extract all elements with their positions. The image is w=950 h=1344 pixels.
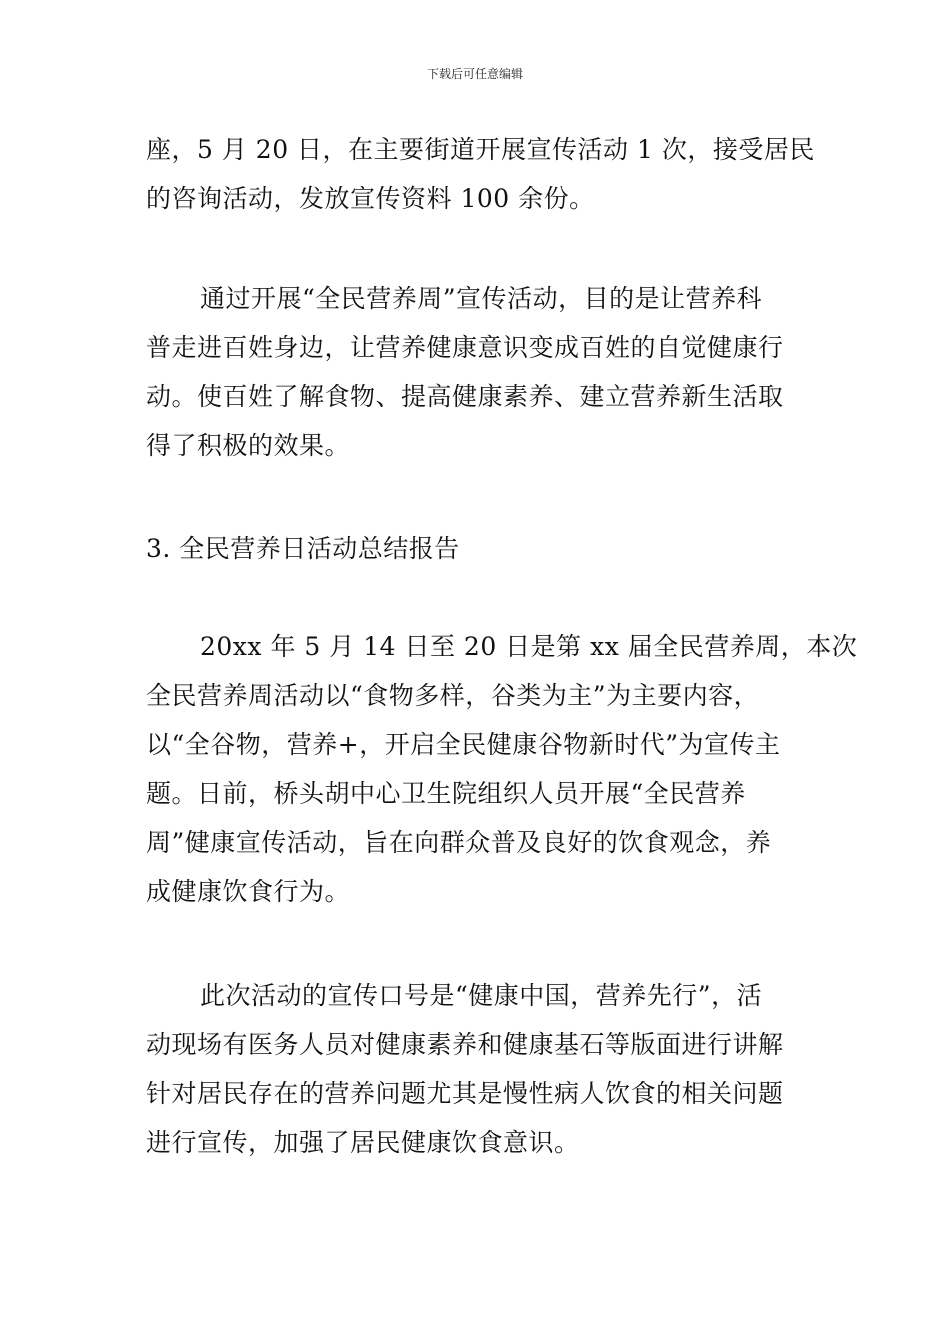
paragraph-continuation bbox=[146, 125, 814, 223]
text-line: 针对居民存在的营养问题尤其是慢性病人饮食的相关问题 bbox=[146, 1079, 784, 1108]
text-line: 以“全谷物，营养+，开启全民健康谷物新时代”为宣传主 bbox=[146, 730, 781, 759]
text-line: 动。使百姓了解食物、提高健康素养、建立营养新生活取 bbox=[146, 382, 784, 411]
text-line: 题。日前，桥头胡中心卫生院组织人员开展“全民营养 bbox=[146, 779, 746, 808]
text-line: 此次活动的宣传口号是“健康中国，营养先行”，活 bbox=[200, 981, 763, 1010]
text-line: 动现场有医务人员对健康素养和健康基石等版面进行讲解 bbox=[146, 1030, 784, 1059]
text-line: 通过开展“全民营养周”宣传活动，目的是让营养科 bbox=[200, 284, 763, 313]
text-line: 进行宣传，加强了居民健康饮食意识。 bbox=[146, 1128, 580, 1157]
section-heading bbox=[146, 524, 814, 573]
text-line: 的咨询活动，发放宣传资料 100 余份。 bbox=[146, 184, 595, 213]
text-line: 成健康饮食行为。 bbox=[146, 877, 351, 906]
paragraph-purpose bbox=[146, 274, 814, 470]
text-line: 全民营养周活动以“食物多样，谷类为主”为主要内容， bbox=[146, 681, 760, 710]
paragraph-event bbox=[146, 622, 858, 916]
text-line: 座，5 月 20 日，在主要街道开展宣传活动 1 次，接受居民 bbox=[146, 135, 815, 164]
text-line: 20xx 年 5 月 14 日至 20 日是第 xx 届全民营养周，本次 bbox=[200, 632, 858, 661]
text-line: 得了积极的效果。 bbox=[146, 431, 351, 460]
heading-line: 3. 全民营养日活动总结报告 bbox=[146, 534, 460, 563]
text-line: 普走进百姓身边，让营养健康意识变成百姓的自觉健康行 bbox=[146, 333, 784, 362]
page-header: 下载后可任意编辑 bbox=[426, 67, 523, 81]
text-line: 周”健康宣传活动，旨在向群众普及良好的饮食观念，养 bbox=[146, 828, 772, 857]
paragraph-slogan bbox=[146, 971, 814, 1167]
